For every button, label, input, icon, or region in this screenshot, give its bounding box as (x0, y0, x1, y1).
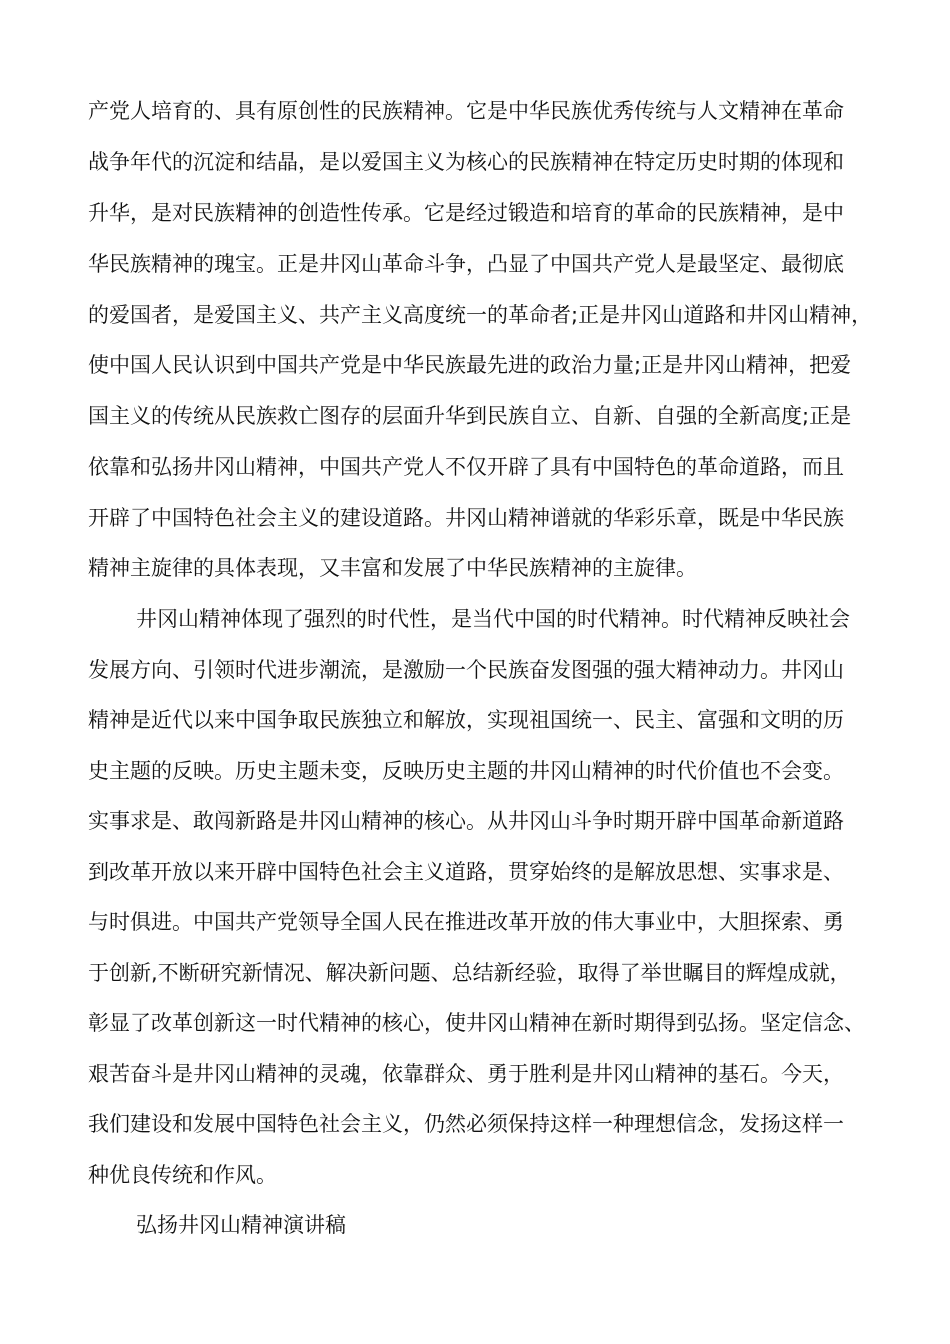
text-line: 升华，是对民族精神的创造性传承。它是经过锻造和培育的革命的民族精神，是中 (88, 201, 844, 225)
text-line: 华民族精神的瑰宝。正是井冈山革命斗争，凸显了中国共产党人是最坚定、最彻底 (88, 252, 844, 276)
text-line: 实事求是、敢闯新路是井冈山精神的核心。从井冈山斗争时期开辟中国革命新道路 (88, 809, 844, 833)
text-line: 依靠和弘扬井冈山精神，中国共产党人不仅开辟了具有中国特色的革命道路，而且 (88, 455, 844, 479)
text-line: 开辟了中国特色社会主义的建设道路。井冈山精神谱就的华彩乐章，既是中华民族 (88, 506, 844, 530)
text-line: 史主题的反映。历史主题未变，反映历史主题的井冈山精神的时代价值也不会变。 (88, 759, 844, 783)
text-line: 与时俱进。中国共产党领导全国人民在推进改革开放的伟大事业中，大胆探索、勇 (88, 910, 844, 934)
text-line: 精神是近代以来中国争取民族独立和解放，实现祖国统一、民主、富强和文明的历 (88, 708, 844, 732)
text-line: 精神主旋律的具体表现，又丰富和发展了中华民族精神的主旋律。 (88, 556, 697, 580)
text-line: 井冈山精神体现了强烈的时代性，是当代中国的时代精神。时代精神反映社会 (136, 607, 850, 631)
text-line: 艰苦奋斗是井冈山精神的灵魂，依靠群众、勇于胜利是井冈山精神的基石。今天， (88, 1062, 844, 1086)
text-line: 到改革开放以来开辟中国特色社会主义道路，贯穿始终的是解放思想、实事求是、 (88, 860, 844, 884)
text-line: 国主义的传统从民族救亡图存的层面升华到民族自立、自新、自强的全新高度;正是 (88, 404, 852, 428)
text-line: 彰显了改革创新这一时代精神的核心，使井冈山精神在新时期得到弘扬。坚定信念、 (88, 1011, 865, 1035)
text-line: 我们建设和发展中国特色社会主义，仍然必须保持这样一种理想信念，发扬这样一 (88, 1112, 844, 1136)
text-line: 发展方向、引领时代进步潮流，是激励一个民族奋发图强的强大精神动力。井冈山 (88, 658, 844, 682)
text-line: 使中国人民认识到中国共产党是中华民族最先进的政治力量;正是井冈山精神，把爱 (88, 353, 852, 377)
text-line: 的爱国者，是爱国主义、共产主义高度统一的革命者;正是井冈山道路和井冈山精神， (88, 303, 873, 327)
text-line: 产党人培育的、具有原创性的民族精神。它是中华民族优秀传统与人文精神在革命 (88, 99, 844, 123)
text-line: 战争年代的沉淀和结晶，是以爱国主义为核心的民族精神在特定历史时期的体现和 (88, 150, 844, 174)
text-line: 于创新,不断研究新情况、解决新问题、总结新经验，取得了举世瞩目的辉煌成就， (88, 961, 851, 985)
document-title: 弘扬井冈山精神演讲稿 (136, 1213, 346, 1237)
text-line: 种优良传统和作风。 (88, 1163, 277, 1187)
